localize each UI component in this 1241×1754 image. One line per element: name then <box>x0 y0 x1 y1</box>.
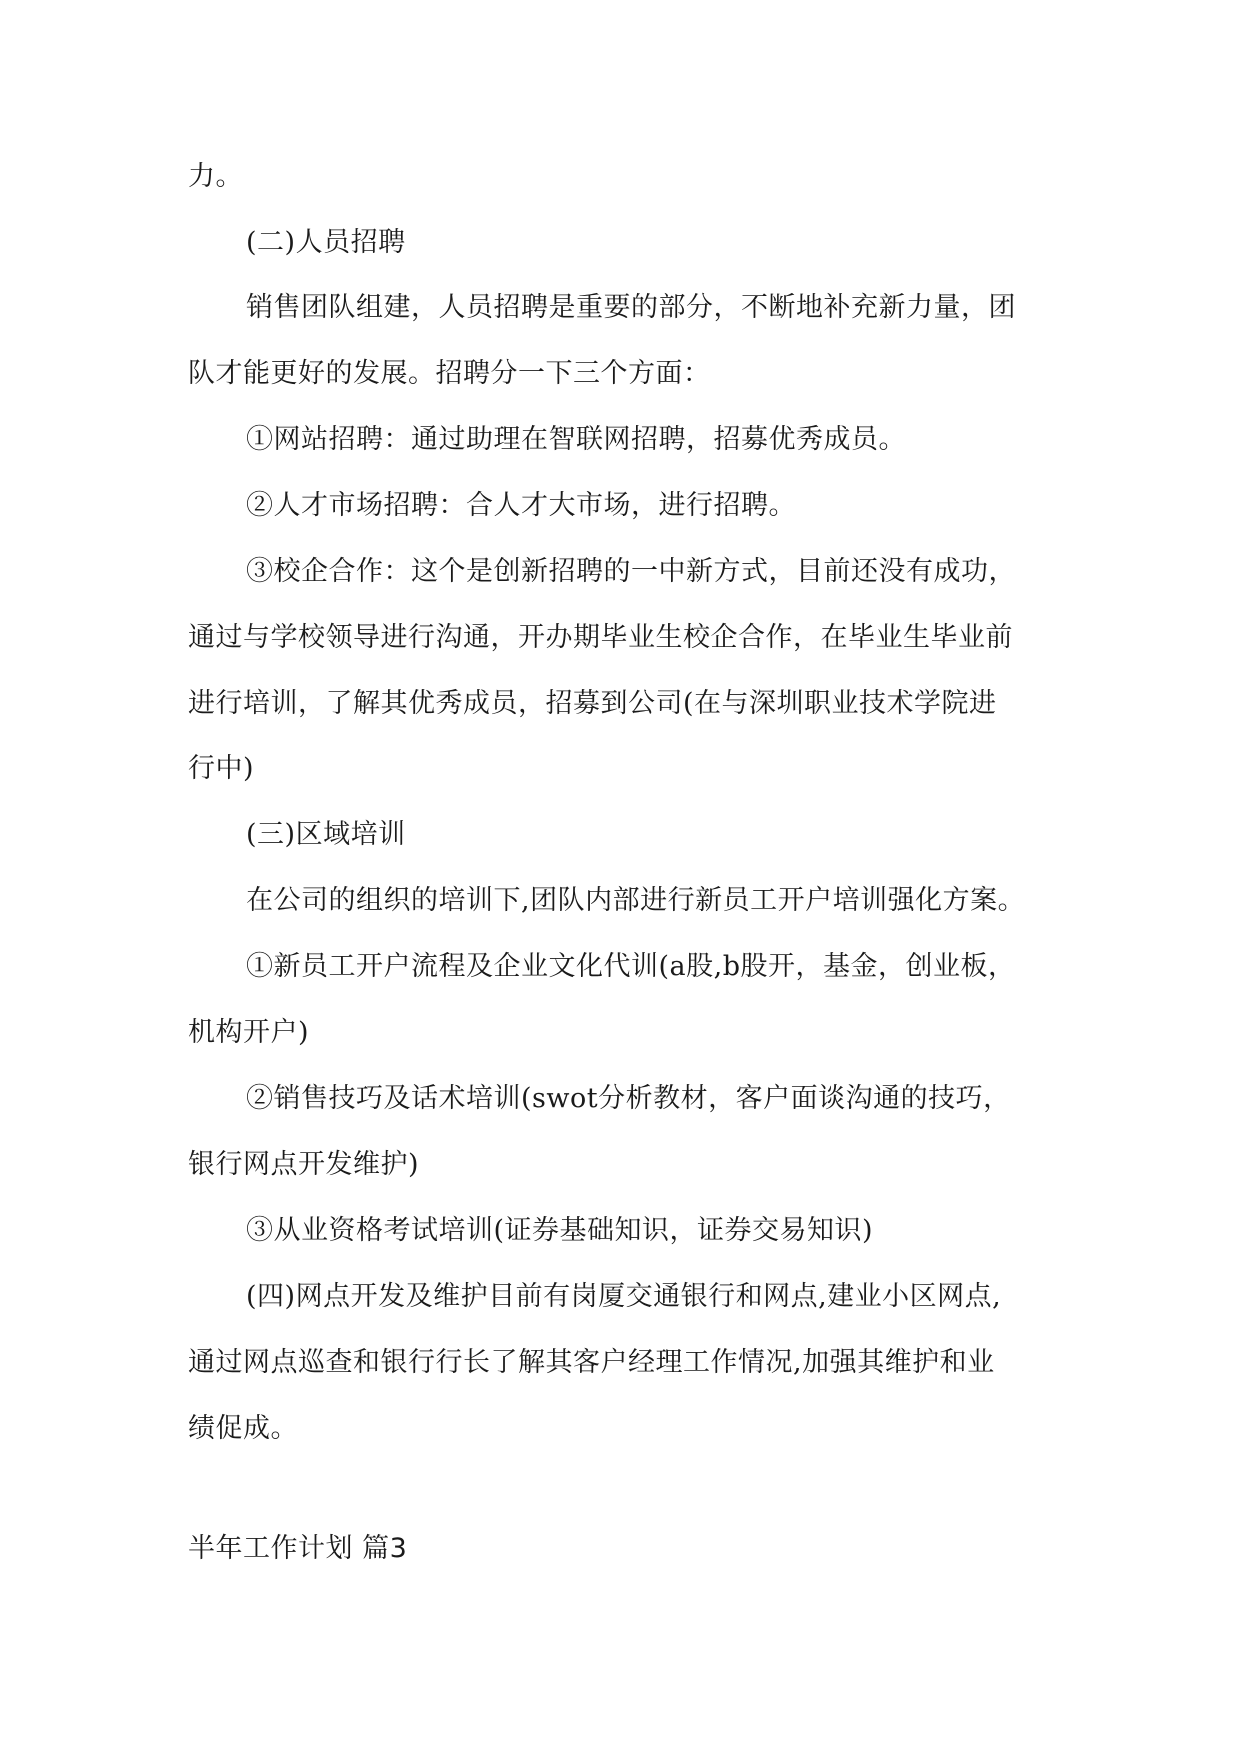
text-line: 机构开户) <box>188 1017 310 1048</box>
text-line: 行中) <box>188 753 255 784</box>
text-line: 绩促成。 <box>188 1413 298 1444</box>
text-line: 通过网点巡查和银行行长了解其客户经理工作情况,加强其维护和业 <box>188 1347 995 1378</box>
text-line: 进行培训，了解其优秀成员，招募到公司(在与深圳职业技术学院进 <box>188 688 997 719</box>
subheading-recruitment: (二)人员招聘 <box>246 227 406 258</box>
list-item: ①网站招聘：通过助理在智联网招聘，招募优秀成员。 <box>246 424 906 455</box>
list-item: ②人才市场招聘：合人才大市场，进行招聘。 <box>246 490 796 521</box>
text-line: 销售团队组建，人员招聘是重要的部分，不断地补充新力量，团 <box>246 292 1016 323</box>
list-item: ③从业资格考试培训(证券基础知识，证券交易知识) <box>246 1215 874 1246</box>
text-line: 队才能更好的发展。招聘分一下三个方面： <box>188 358 711 389</box>
list-item: ②销售技巧及话术培训(swot分析教材，客户面谈沟通的技巧， <box>246 1083 1011 1114</box>
text-line: 通过与学校领导进行沟通，开办期毕业生校企合作，在毕业生毕业前 <box>188 622 1013 653</box>
text-line: 力。 <box>188 161 243 192</box>
list-item: ③校企合作：这个是创新招聘的一中新方式，目前还没有成功， <box>246 556 1016 587</box>
subheading-training: (三)区域培训 <box>246 819 406 850</box>
text-line: (四)网点开发及维护目前有岗厦交通银行和网点,建业小区网点, <box>246 1281 1002 1312</box>
section-heading: 半年工作计划 篇3 <box>188 1533 408 1564</box>
text-line: 银行网点开发维护) <box>188 1149 420 1180</box>
list-item: ①新员工开户流程及企业文化代训(a股,b股开，基金，创业板， <box>246 951 1016 982</box>
text-line: 在公司的组织的培训下,团队内部进行新员工开户培训强化方案。 <box>246 885 1026 916</box>
